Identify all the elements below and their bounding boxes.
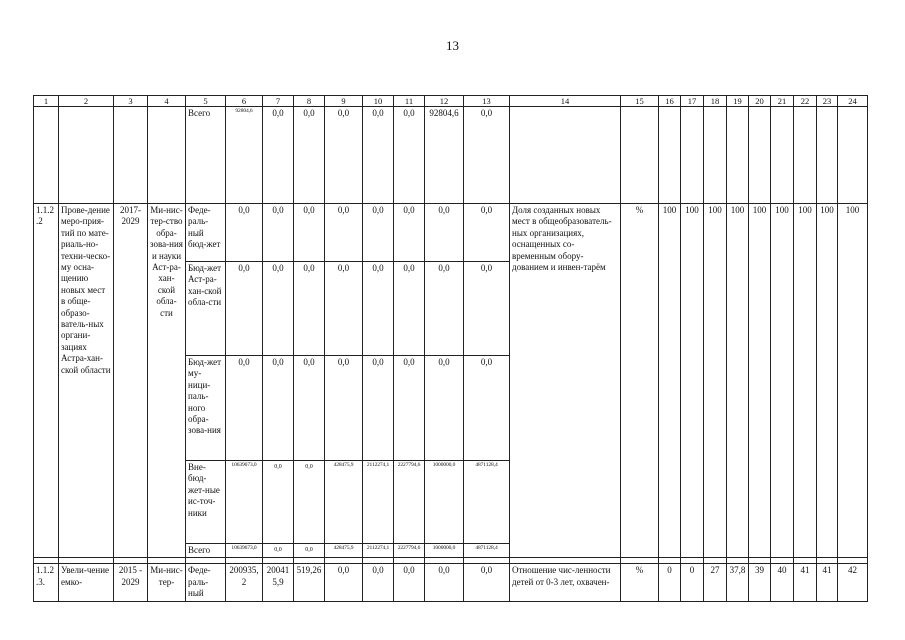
value-cell: 92804,6: [226, 107, 263, 204]
value-cell: 0,0: [325, 356, 363, 461]
column-number: 7: [263, 96, 294, 107]
value-cell: 0,0: [226, 356, 263, 461]
funding-source: Бюд-жет му-ници-паль-ного обра-зова-ния: [186, 356, 226, 461]
column-number: 15: [621, 96, 659, 107]
table-row: [34, 564, 868, 602]
column-number: 8: [294, 96, 325, 107]
value-cell: 4871128,4: [464, 461, 510, 544]
value-cell: 0,0: [464, 356, 510, 461]
value-cell: 200935,2: [226, 564, 263, 602]
item-number: 1.1.2.2: [34, 204, 59, 558]
value-cell: 0,0: [394, 356, 425, 461]
column-number: 19: [727, 96, 749, 107]
value-cell: 0,0: [325, 204, 363, 262]
table-row: [34, 107, 868, 204]
target-value: 41: [794, 564, 817, 602]
value-cell: 1000000,0: [425, 461, 464, 544]
target-value: 100: [771, 204, 794, 558]
column-number: 22: [794, 96, 817, 107]
funding-source: Феде-раль-ный бюд-жет: [186, 204, 226, 262]
target-value: 0: [681, 564, 704, 602]
target-value: 27: [704, 564, 727, 602]
column-number: 4: [148, 96, 186, 107]
value-cell: 0,0: [425, 356, 464, 461]
value-cell: 0,0: [464, 204, 510, 262]
target-value: 100: [794, 204, 817, 558]
table-row: [34, 204, 868, 262]
target-value: 0: [659, 564, 681, 602]
value-cell: 0,0: [294, 262, 325, 356]
value-cell: 0,0: [226, 204, 263, 262]
target-value: 100: [749, 204, 771, 558]
column-number: 16: [659, 96, 681, 107]
value-cell: 0,0: [363, 564, 394, 602]
value-cell: 0,0: [263, 262, 294, 356]
target-value: 39: [749, 564, 771, 602]
column-number: 11: [394, 96, 425, 107]
funding-source: Бюд-жет Аст-ра-хан-ской обла-сти: [186, 262, 226, 356]
column-number: 1: [34, 96, 59, 107]
column-number: 10: [363, 96, 394, 107]
column-number: 18: [704, 96, 727, 107]
value-cell: 2227794,6: [394, 461, 425, 544]
value-cell: 0,0: [363, 204, 394, 262]
indicator-text: Доля созданных новых мест в общеобразователь-ных организациях, оснащенных со-временным обору-дованием и инвен-тарём: [510, 204, 621, 558]
value-cell: 0,0: [325, 262, 363, 356]
value-cell: 0,0: [263, 356, 294, 461]
value-cell: 0,0: [394, 204, 425, 262]
item-number: 1.1.2.3.: [34, 564, 59, 602]
column-number: 2: [59, 96, 114, 107]
value-cell: 428475,9: [325, 461, 363, 544]
value-cell: 200415,9: [263, 564, 294, 602]
program-table: [33, 95, 868, 602]
column-number-row: [34, 96, 868, 107]
target-value: 100: [817, 204, 838, 558]
activity-name: Прове-дение меро-прия-тий по мате-риаль-но-техни-ческо-му осна-щению новых мест в обще-образо-ватель-ных органи-зациях Астра-хан-ской области: [59, 204, 114, 558]
value-cell: 0,0: [425, 262, 464, 356]
target-value: 42: [838, 564, 868, 602]
funding-source: Всего: [186, 544, 226, 558]
value-cell: 0,0: [363, 356, 394, 461]
value-cell: 0,0: [464, 107, 510, 204]
value-cell: 2112274,1: [363, 544, 394, 558]
value-cell: 0,0: [464, 564, 510, 602]
value-cell: 92804,6: [425, 107, 464, 204]
value-cell: 0,0: [325, 107, 363, 204]
value-cell: 0,0: [263, 461, 294, 544]
column-number: 5: [186, 96, 226, 107]
value-cell: 2112274,1: [363, 461, 394, 544]
value-cell: 0,0: [263, 544, 294, 558]
value-cell: 10639673,0: [226, 461, 263, 544]
value-cell: 0,0: [394, 107, 425, 204]
column-number: 13: [464, 96, 510, 107]
target-value: 100: [727, 204, 749, 558]
value-cell: 519,26: [294, 564, 325, 602]
column-number: 6: [226, 96, 263, 107]
indicator-unit: %: [621, 204, 659, 558]
value-cell: 2227794,6: [394, 544, 425, 558]
value-cell: 0,0: [394, 262, 425, 356]
period: 2015 - 2029: [114, 564, 148, 602]
value-cell: 0,0: [464, 262, 510, 356]
value-cell: 428475,9: [325, 544, 363, 558]
value-cell: 4871128,4: [464, 544, 510, 558]
indicator-text: Отношение чис-ленности детей от 0-3 лет, охвачен-: [510, 564, 621, 602]
value-cell: 0,0: [425, 204, 464, 262]
column-number: 21: [771, 96, 794, 107]
executor: Ми-нис-тер-: [148, 564, 186, 602]
column-number: 3: [114, 96, 148, 107]
value-cell: 0,0: [294, 107, 325, 204]
value-cell: 0,0: [263, 107, 294, 204]
value-cell: 0,0: [394, 564, 425, 602]
page-number: 13: [446, 38, 459, 53]
value-cell: 0,0: [263, 204, 294, 262]
column-number: 23: [817, 96, 838, 107]
activity-name: Увели-чение емко-: [59, 564, 114, 602]
column-number: 24: [838, 96, 868, 107]
column-number: 9: [325, 96, 363, 107]
target-value: 41: [817, 564, 838, 602]
target-value: 37,8: [727, 564, 749, 602]
value-cell: 0,0: [363, 107, 394, 204]
period: 2017-2029: [114, 204, 148, 558]
value-cell: 0,0: [226, 262, 263, 356]
target-value: 100: [704, 204, 727, 558]
column-number: 12: [425, 96, 464, 107]
value-cell: 10639673,0: [226, 544, 263, 558]
indicator-unit: %: [621, 564, 659, 602]
funding-source: Всего: [186, 107, 226, 204]
value-cell: 0,0: [325, 564, 363, 602]
value-cell: 0,0: [294, 204, 325, 262]
value-cell: 0,0: [294, 544, 325, 558]
value-cell: 0,0: [425, 564, 464, 602]
target-value: 100: [659, 204, 681, 558]
column-number: 14: [510, 96, 621, 107]
value-cell: 1000000,0: [425, 544, 464, 558]
target-value: 100: [838, 204, 868, 558]
funding-source: Феде-раль-ный: [186, 564, 226, 602]
executor: Ми-нис-тер-ство обра-зова-ния и науки Аст-ра-хан-ской обла-сти: [148, 204, 186, 558]
value-cell: 0,0: [294, 461, 325, 544]
value-cell: 0,0: [294, 356, 325, 461]
target-value: 40: [771, 564, 794, 602]
column-number: 20: [749, 96, 771, 107]
funding-source: Вне-бюд-жет-ные ис-точ-ники: [186, 461, 226, 544]
value-cell: 0,0: [363, 262, 394, 356]
column-number: 17: [681, 96, 704, 107]
target-value: 100: [681, 204, 704, 558]
